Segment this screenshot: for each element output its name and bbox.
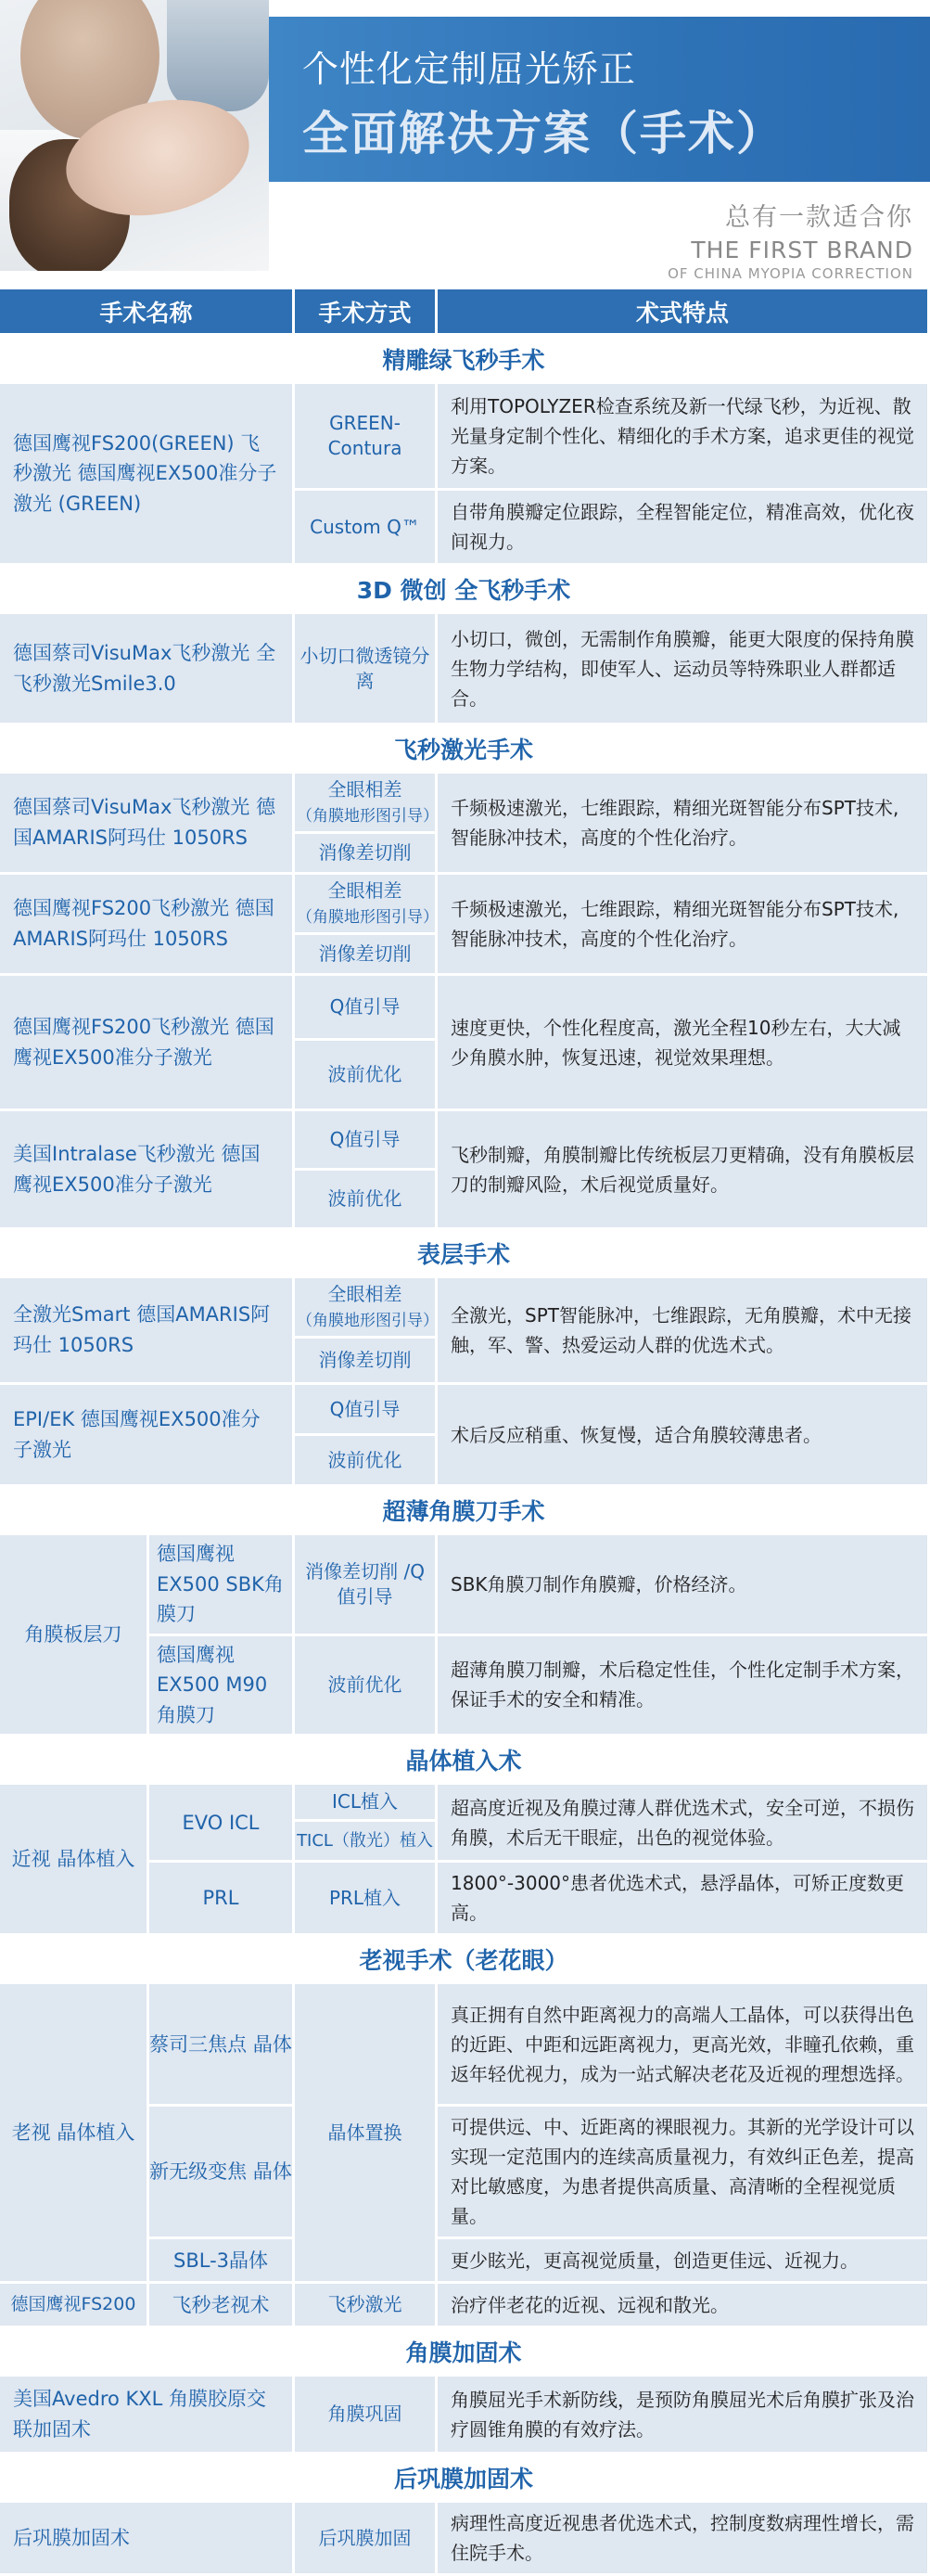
surgery-name: 德国鹰视FS200飞秒激光 德国AMARIS阿玛仕 1050RS [0, 875, 295, 976]
section-title: 飞秒激光手术 [0, 725, 930, 774]
surgery-feature: 治疗伴老花的近视、远视和散光。 [438, 2284, 930, 2328]
surgery-feature: 全激光，SPT智能脉冲，七维跟踪，无角膜瓣，术中无接触，军、警、热爱运动人群的优选术式。 [438, 1278, 930, 1385]
surgery-method: 消像差切削 [295, 834, 438, 875]
surgery-name: 德国蔡司VisuMax飞秒激光 全飞秒激光Smile3.0 [0, 614, 295, 725]
surgery-feature: 千频极速激光，七维跟踪，精细光斑智能分布SPT技术,智能脉冲技术，高度的个性化治疗。 [438, 875, 930, 976]
method-text: 全眼相差 [327, 778, 402, 801]
surgery-method: 晶体置换 [295, 1984, 438, 2284]
surgery-feature: SBK角膜刀制作角膜瓣，价格经济。 [438, 1535, 930, 1636]
method-text: 全眼相差 [327, 879, 402, 902]
surgery-name: 德国鹰视FS200飞秒激光 德国鹰视EX500准分子激光 [0, 976, 295, 1111]
surgery-method: TICL（散光）植入 [295, 1822, 438, 1863]
surgery-name: 德国鹰视FS200(GREEN) 飞秒激光 德国鹰视EX500准分子激光 (GREEN) [0, 384, 295, 566]
category-name: 近视 晶体植入 [0, 1785, 149, 1936]
method-sub: （角膜地形图引导） [297, 1312, 440, 1330]
table-row [0, 1111, 930, 1171]
surgery-name: 全激光Smart 德国AMARIS阿玛仕 1050RS [0, 1278, 295, 1385]
section-row [0, 1230, 930, 1278]
table-row [0, 2284, 930, 2328]
surgery-method: 飞秒激光 [295, 2284, 438, 2328]
surgery-method: Q值引导 [295, 976, 438, 1041]
section-title: 精雕绿飞秒手术 [0, 336, 930, 384]
surgery-feature: 速度更快，个性化程度高，激光全程10秒左右，大大减少角膜水肿，恢复迅速，视觉效果理想。 [438, 976, 930, 1111]
device-name: 德国鹰视EX500 M90角膜刀 [149, 1636, 295, 1737]
method-sub: （角膜地形图引导） [297, 908, 440, 927]
surgery-table [0, 289, 930, 2576]
section-title: 表层手术 [0, 1230, 930, 1278]
table-row [0, 1785, 930, 1822]
col-header-feature: 术式特点 [438, 289, 930, 336]
surgery-method: 小切口微透镜分离 [295, 614, 438, 725]
title-line2: 全面解决方案（手术） [302, 107, 784, 160]
table-row [0, 875, 930, 935]
table-row [0, 1535, 930, 1636]
table-row [0, 2503, 930, 2576]
surgery-feature: 真正拥有自然中距离视力的高端人工晶体，可以获得出色的近距、中距和远距离视力，更高光效，非瞳孔依赖，重返年轻优视力，成为一站式解决老花及近视的理想选择。 [438, 1984, 930, 2107]
device-name: EVO ICL [149, 1785, 295, 1863]
surgery-method: Custom Q™ [295, 491, 438, 566]
table-row [0, 614, 930, 725]
table-row [0, 384, 930, 491]
slogan-block [668, 197, 913, 282]
section-title: 后巩膜加固术 [0, 2454, 930, 2503]
brand-sub: OF CHINA MYOPIA CORRECTION [668, 265, 913, 282]
surgery-name: 美国Avedro KXL 角膜胶原交联加固术 [0, 2377, 295, 2454]
surgery-feature: 千频极速激光，七维跟踪，精细光斑智能分布SPT技术,智能脉冲技术，高度的个性化治疗。 [438, 774, 930, 875]
category-name: 角膜板层刀 [0, 1535, 149, 1737]
surgery-method: 后巩膜加固 [295, 2503, 438, 2576]
surgery-feature: 更少眩光，更高视觉质量，创造更佳远、近视力。 [438, 2239, 930, 2284]
col-header-method: 手术方式 [295, 289, 438, 336]
section-row [0, 1737, 930, 1785]
surgery-method: 波前优化 [295, 1636, 438, 1737]
surgery-method: Q值引导 [295, 1385, 438, 1436]
section-row [0, 725, 930, 774]
surgery-feature: 病理性高度近视患者优选术式，控制度数病理性增长，需住院手术。 [438, 2503, 930, 2576]
brand: THE FIRST BRAND [691, 237, 913, 263]
section-row [0, 336, 930, 384]
method-text: 全眼相差 [327, 1283, 402, 1305]
surgery-method: 波前优化 [295, 1041, 438, 1111]
surgery-feature: 超高度近视及角膜过薄人群优选术式，安全可逆，不损伤角膜，术后无干眼症，出色的视觉体验。 [438, 1785, 930, 1863]
section-title: 晶体植入术 [0, 1737, 930, 1785]
surgery-feature: 1800°-3000°患者优选术式，悬浮晶体，可矫正度数更高。 [438, 1863, 930, 1936]
device-name: SBL-3晶体 [149, 2239, 295, 2284]
method-sub: （角膜地形图引导） [297, 807, 440, 826]
section-title: 超薄角膜刀手术 [0, 1487, 930, 1535]
col-header-name: 手术名称 [0, 289, 295, 336]
surgery-method: PRL植入 [295, 1863, 438, 1936]
header-photo [0, 0, 269, 271]
surgery-name: 后巩膜加固术 [0, 2503, 295, 2576]
device-name: 飞秒老视术 [149, 2284, 295, 2328]
section-row [0, 2454, 930, 2503]
surgery-name: 德国蔡司VisuMax飞秒激光 德国AMARIS阿玛仕 1050RS [0, 774, 295, 875]
surgery-feature: 利用TOPOLYZER检查系统及新一代绿飞秒，为近视、散光量身定制个性化、精细化的手术方案，追求更佳的视觉方案。 [438, 384, 930, 491]
title-line1: 个性化定制屈光矫正 [302, 49, 637, 91]
title-banner [269, 17, 930, 182]
surgery-feature: 角膜屈光手术新防线，是预防角膜屈光术后角膜扩张及治疗圆锥角膜的有效疗法。 [438, 2377, 930, 2454]
surgery-method: 消像差切削 [295, 935, 438, 976]
surgery-method [295, 1278, 438, 1339]
device-name: 新无级变焦 晶体 [149, 2107, 295, 2239]
category-name: 德国鹰视FS200 [0, 2284, 149, 2328]
surgery-feature: 飞秒制瓣，角膜制瓣比传统板层刀更精确，没有角膜板层刀的制瓣风险，术后视觉质量好。 [438, 1111, 930, 1230]
category-name: 老视 晶体植入 [0, 1984, 149, 2284]
surgery-method: 波前优化 [295, 1436, 438, 1487]
surgery-name: 美国Intralase飞秒激光 德国鹰视EX500准分子激光 [0, 1111, 295, 1230]
section-row [0, 1487, 930, 1535]
table-row [0, 774, 930, 834]
surgery-method: ICL植入 [295, 1785, 438, 1822]
surgery-method: 消像差切削 [295, 1339, 438, 1385]
device-name: PRL [149, 1863, 295, 1936]
header [0, 0, 930, 289]
device-name: 蔡司三焦点 晶体 [149, 1984, 295, 2107]
surgery-feature: 小切口，微创，无需制作角膜瓣，能更大限度的保持角膜生物力学结构，即使军人、运动员等特殊职业人群都适合。 [438, 614, 930, 725]
surgery-method: GREEN-Contura [295, 384, 438, 491]
surgery-method [295, 875, 438, 935]
surgery-method: 角膜巩固 [295, 2377, 438, 2454]
device-name: 德国鹰视EX500 SBK角膜刀 [149, 1535, 295, 1636]
table-row [0, 1278, 930, 1339]
section-title: 角膜加固术 [0, 2328, 930, 2377]
surgery-feature: 超薄角膜刀制瓣，术后稳定性佳，个性化定制手术方案，保证手术的安全和精准。 [438, 1636, 930, 1737]
surgery-feature: 可提供远、中、近距离的裸眼视力。其新的光学设计可以实现一定范围内的连续高质量视力，有效纠正色差，提高对比敏感度，为患者提供高质量、高清晰的全程视觉质量。 [438, 2107, 930, 2239]
table-row [0, 1385, 930, 1436]
surgery-method: Q值引导 [295, 1111, 438, 1171]
surgery-method: 消像差切削 /Q值引导 [295, 1535, 438, 1636]
section-row [0, 566, 930, 614]
surgery-feature: 自带角膜瓣定位跟踪，全程智能定位，精准高效，优化夜间视力。 [438, 491, 930, 566]
table-header [0, 289, 930, 336]
slogan: 总有一款适合你 [725, 203, 913, 232]
surgery-name: EPI/EK 德国鹰视EX500准分子激光 [0, 1385, 295, 1487]
surgery-method [295, 774, 438, 834]
surgery-method: 波前优化 [295, 1171, 438, 1230]
table-row [0, 2377, 930, 2454]
section-title: 老视手术（老花眼） [0, 1936, 930, 1984]
surgery-feature: 术后反应稍重、恢复慢，适合角膜较薄患者。 [438, 1385, 930, 1487]
section-row [0, 1936, 930, 1984]
section-row [0, 2328, 930, 2377]
table-row [0, 976, 930, 1041]
section-title: 3D 微创 全飞秒手术 [0, 566, 930, 614]
table-row [0, 1984, 930, 2107]
